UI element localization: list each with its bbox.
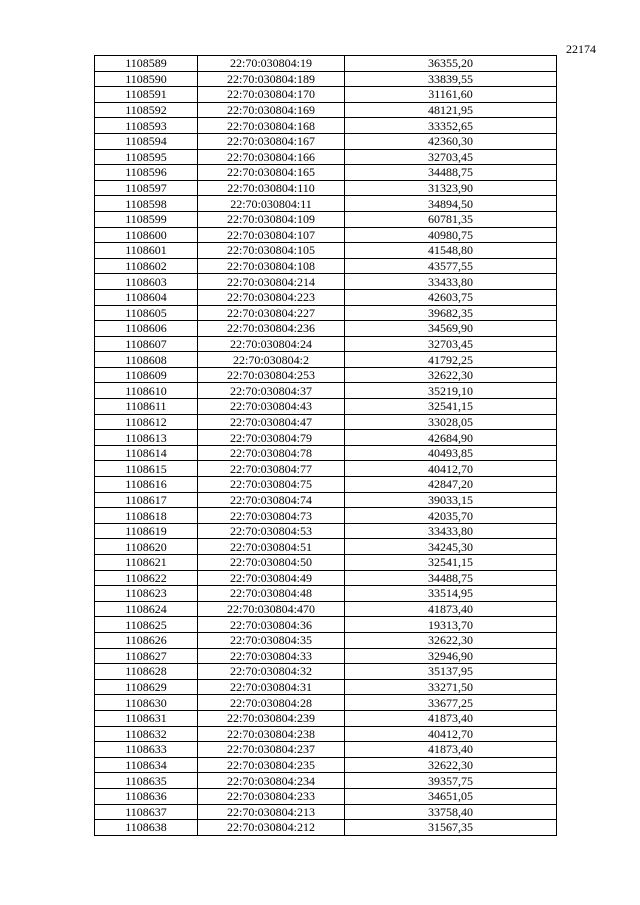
record-number-cell: 1108616	[95, 477, 198, 493]
table-row	[95, 336, 557, 352]
record-number-cell: 1108618	[95, 508, 198, 524]
cadastral-number-cell: 22:70:030804:239	[198, 710, 345, 726]
table-row	[95, 243, 557, 259]
cadastral-number-cell: 22:70:030804:77	[198, 461, 345, 477]
cadastral-number-cell: 22:70:030804:47	[198, 414, 345, 430]
record-number-cell: 1108601	[95, 243, 198, 259]
cadastral-number-cell: 22:70:030804:33	[198, 648, 345, 664]
record-number-cell: 1108635	[95, 773, 198, 789]
value-cell: 33677,25	[345, 695, 557, 711]
record-number-cell: 1108625	[95, 617, 198, 633]
record-number-cell: 1108612	[95, 414, 198, 430]
record-number-cell: 1108591	[95, 87, 198, 103]
table-row	[95, 617, 557, 633]
cadastral-number-cell: 22:70:030804:168	[198, 118, 345, 134]
value-cell: 33433,80	[345, 274, 557, 290]
value-cell: 43577,55	[345, 258, 557, 274]
table-row	[95, 820, 557, 836]
record-number-cell: 1108619	[95, 523, 198, 539]
cadastral-number-cell: 22:70:030804:74	[198, 492, 345, 508]
page-number: 22174	[566, 42, 596, 56]
cadastral-number-cell: 22:70:030804:223	[198, 289, 345, 305]
record-number-cell: 1108599	[95, 211, 198, 227]
value-cell: 33433,80	[345, 523, 557, 539]
table-row	[95, 461, 557, 477]
record-number-cell: 1108637	[95, 804, 198, 820]
cadastral-number-cell: 22:70:030804:213	[198, 804, 345, 820]
cadastral-number-cell: 22:70:030804:51	[198, 539, 345, 555]
table-row	[95, 399, 557, 415]
table-row	[95, 477, 557, 493]
record-number-cell: 1108622	[95, 570, 198, 586]
table-row	[95, 664, 557, 680]
value-cell: 42603,75	[345, 289, 557, 305]
table-row	[95, 180, 557, 196]
value-cell: 32541,15	[345, 555, 557, 571]
value-cell: 32703,45	[345, 149, 557, 165]
table-row	[95, 430, 557, 446]
table-row	[95, 695, 557, 711]
table-row	[95, 211, 557, 227]
value-cell: 35219,10	[345, 383, 557, 399]
value-cell: 34651,05	[345, 788, 557, 804]
table-row	[95, 227, 557, 243]
table-row	[95, 508, 557, 524]
value-cell: 32622,30	[345, 757, 557, 773]
record-number-cell: 1108607	[95, 336, 198, 352]
cadastral-number-cell: 22:70:030804:470	[198, 601, 345, 617]
value-cell: 42684,90	[345, 430, 557, 446]
cadastral-number-cell: 22:70:030804:109	[198, 211, 345, 227]
table-row	[95, 773, 557, 789]
record-number-cell: 1108596	[95, 165, 198, 181]
record-number-cell: 1108623	[95, 586, 198, 602]
value-cell: 41548,80	[345, 243, 557, 259]
value-cell: 34569,90	[345, 321, 557, 337]
cadastral-number-cell: 22:70:030804:165	[198, 165, 345, 181]
record-number-cell: 1108605	[95, 305, 198, 321]
table-row	[95, 383, 557, 399]
cadastral-number-cell: 22:70:030804:2	[198, 352, 345, 368]
record-number-cell: 1108634	[95, 757, 198, 773]
value-cell: 41873,40	[345, 601, 557, 617]
value-cell: 32946,90	[345, 648, 557, 664]
table-row	[95, 133, 557, 149]
cadastral-number-cell: 22:70:030804:24	[198, 336, 345, 352]
table-row	[95, 648, 557, 664]
cadastral-number-cell: 22:70:030804:11	[198, 196, 345, 212]
record-number-cell: 1108602	[95, 258, 198, 274]
value-cell: 60781,35	[345, 211, 557, 227]
cadastral-number-cell: 22:70:030804:234	[198, 773, 345, 789]
record-number-cell: 1108589	[95, 56, 198, 72]
record-number-cell: 1108608	[95, 352, 198, 368]
table-row	[95, 555, 557, 571]
record-number-cell: 1108593	[95, 118, 198, 134]
value-cell: 40980,75	[345, 227, 557, 243]
value-cell: 31567,35	[345, 820, 557, 836]
table-row	[95, 710, 557, 726]
value-cell: 42847,20	[345, 477, 557, 493]
table-body	[95, 56, 557, 836]
table-row	[95, 274, 557, 290]
cadastral-number-cell: 22:70:030804:166	[198, 149, 345, 165]
value-cell: 34894,50	[345, 196, 557, 212]
cadastral-number-cell: 22:70:030804:110	[198, 180, 345, 196]
record-number-cell: 1108633	[95, 742, 198, 758]
table-row	[95, 804, 557, 820]
table-row	[95, 788, 557, 804]
cadastral-number-cell: 22:70:030804:28	[198, 695, 345, 711]
value-cell: 40493,85	[345, 445, 557, 461]
record-number-cell: 1108630	[95, 695, 198, 711]
table-row	[95, 149, 557, 165]
cadastral-number-cell: 22:70:030804:50	[198, 555, 345, 571]
cadastral-number-cell: 22:70:030804:108	[198, 258, 345, 274]
record-number-cell: 1108610	[95, 383, 198, 399]
cadastral-number-cell: 22:70:030804:212	[198, 820, 345, 836]
record-number-cell: 1108598	[95, 196, 198, 212]
cadastral-number-cell: 22:70:030804:189	[198, 71, 345, 87]
cadastral-number-cell: 22:70:030804:35	[198, 632, 345, 648]
table-row	[95, 321, 557, 337]
cadastral-number-cell: 22:70:030804:105	[198, 243, 345, 259]
table-row	[95, 757, 557, 773]
cadastral-number-cell: 22:70:030804:170	[198, 87, 345, 103]
table-row	[95, 289, 557, 305]
cadastral-number-cell: 22:70:030804:169	[198, 102, 345, 118]
value-cell: 41792,25	[345, 352, 557, 368]
record-number-cell: 1108611	[95, 399, 198, 415]
value-cell: 36355,20	[345, 56, 557, 72]
record-number-cell: 1108638	[95, 820, 198, 836]
record-number-cell: 1108594	[95, 133, 198, 149]
value-cell: 35137,95	[345, 664, 557, 680]
table-row	[95, 679, 557, 695]
value-cell: 41873,40	[345, 710, 557, 726]
value-cell: 34245,30	[345, 539, 557, 555]
table-row	[95, 414, 557, 430]
table-row	[95, 305, 557, 321]
value-cell: 33028,05	[345, 414, 557, 430]
table-row	[95, 632, 557, 648]
value-cell: 32541,15	[345, 399, 557, 415]
data-table	[94, 55, 557, 836]
record-number-cell: 1108592	[95, 102, 198, 118]
cadastral-number-cell: 22:70:030804:19	[198, 56, 345, 72]
table-row	[95, 492, 557, 508]
value-cell: 34488,75	[345, 165, 557, 181]
value-cell: 33758,40	[345, 804, 557, 820]
cadastral-number-cell: 22:70:030804:107	[198, 227, 345, 243]
record-number-cell: 1108621	[95, 555, 198, 571]
value-cell: 39682,35	[345, 305, 557, 321]
record-number-cell: 1108600	[95, 227, 198, 243]
table-row	[95, 196, 557, 212]
cadastral-number-cell: 22:70:030804:227	[198, 305, 345, 321]
record-number-cell: 1108604	[95, 289, 198, 305]
table-row	[95, 601, 557, 617]
table-row	[95, 165, 557, 181]
table-row	[95, 570, 557, 586]
table-row	[95, 56, 557, 72]
record-number-cell: 1108603	[95, 274, 198, 290]
table-row	[95, 586, 557, 602]
record-number-cell: 1108626	[95, 632, 198, 648]
record-number-cell: 1108617	[95, 492, 198, 508]
cadastral-number-cell: 22:70:030804:236	[198, 321, 345, 337]
cadastral-number-cell: 22:70:030804:32	[198, 664, 345, 680]
cadastral-number-cell: 22:70:030804:233	[198, 788, 345, 804]
table-row	[95, 523, 557, 539]
cadastral-number-cell: 22:70:030804:253	[198, 367, 345, 383]
cadastral-number-cell: 22:70:030804:43	[198, 399, 345, 415]
value-cell: 19313,70	[345, 617, 557, 633]
cadastral-number-cell: 22:70:030804:167	[198, 133, 345, 149]
table-row	[95, 71, 557, 87]
table-row	[95, 118, 557, 134]
record-number-cell: 1108624	[95, 601, 198, 617]
value-cell: 33839,55	[345, 71, 557, 87]
cadastral-number-cell: 22:70:030804:36	[198, 617, 345, 633]
value-cell: 32622,30	[345, 632, 557, 648]
record-number-cell: 1108627	[95, 648, 198, 664]
record-number-cell: 1108614	[95, 445, 198, 461]
record-number-cell: 1108613	[95, 430, 198, 446]
table-row	[95, 87, 557, 103]
record-number-cell: 1108629	[95, 679, 198, 695]
record-number-cell: 1108620	[95, 539, 198, 555]
record-number-cell: 1108590	[95, 71, 198, 87]
cadastral-number-cell: 22:70:030804:238	[198, 726, 345, 742]
table-row	[95, 352, 557, 368]
value-cell: 42360,30	[345, 133, 557, 149]
value-cell: 42035,70	[345, 508, 557, 524]
table-row	[95, 539, 557, 555]
value-cell: 31323,90	[345, 180, 557, 196]
cadastral-number-cell: 22:70:030804:79	[198, 430, 345, 446]
table-row	[95, 258, 557, 274]
table-row	[95, 445, 557, 461]
table-row	[95, 102, 557, 118]
value-cell: 32703,45	[345, 336, 557, 352]
value-cell: 39357,75	[345, 773, 557, 789]
cadastral-number-cell: 22:70:030804:78	[198, 445, 345, 461]
value-cell: 40412,70	[345, 461, 557, 477]
value-cell: 33271,50	[345, 679, 557, 695]
cadastral-number-cell: 22:70:030804:75	[198, 477, 345, 493]
cadastral-number-cell: 22:70:030804:31	[198, 679, 345, 695]
record-number-cell: 1108609	[95, 367, 198, 383]
record-number-cell: 1108595	[95, 149, 198, 165]
value-cell: 41873,40	[345, 742, 557, 758]
value-cell: 34488,75	[345, 570, 557, 586]
record-number-cell: 1108631	[95, 710, 198, 726]
value-cell: 31161,60	[345, 87, 557, 103]
cadastral-number-cell: 22:70:030804:214	[198, 274, 345, 290]
table-row	[95, 742, 557, 758]
value-cell: 33352,65	[345, 118, 557, 134]
table-row	[95, 367, 557, 383]
record-number-cell: 1108636	[95, 788, 198, 804]
record-number-cell: 1108615	[95, 461, 198, 477]
table-row	[95, 726, 557, 742]
record-number-cell: 1108597	[95, 180, 198, 196]
cadastral-number-cell: 22:70:030804:235	[198, 757, 345, 773]
value-cell: 48121,95	[345, 102, 557, 118]
value-cell: 32622,30	[345, 367, 557, 383]
value-cell: 40412,70	[345, 726, 557, 742]
cadastral-number-cell: 22:70:030804:37	[198, 383, 345, 399]
value-cell: 33514,95	[345, 586, 557, 602]
cadastral-number-cell: 22:70:030804:48	[198, 586, 345, 602]
record-number-cell: 1108628	[95, 664, 198, 680]
cadastral-number-cell: 22:70:030804:237	[198, 742, 345, 758]
record-number-cell: 1108632	[95, 726, 198, 742]
cadastral-number-cell: 22:70:030804:73	[198, 508, 345, 524]
cadastral-number-cell: 22:70:030804:53	[198, 523, 345, 539]
record-number-cell: 1108606	[95, 321, 198, 337]
value-cell: 39033,15	[345, 492, 557, 508]
cadastral-number-cell: 22:70:030804:49	[198, 570, 345, 586]
